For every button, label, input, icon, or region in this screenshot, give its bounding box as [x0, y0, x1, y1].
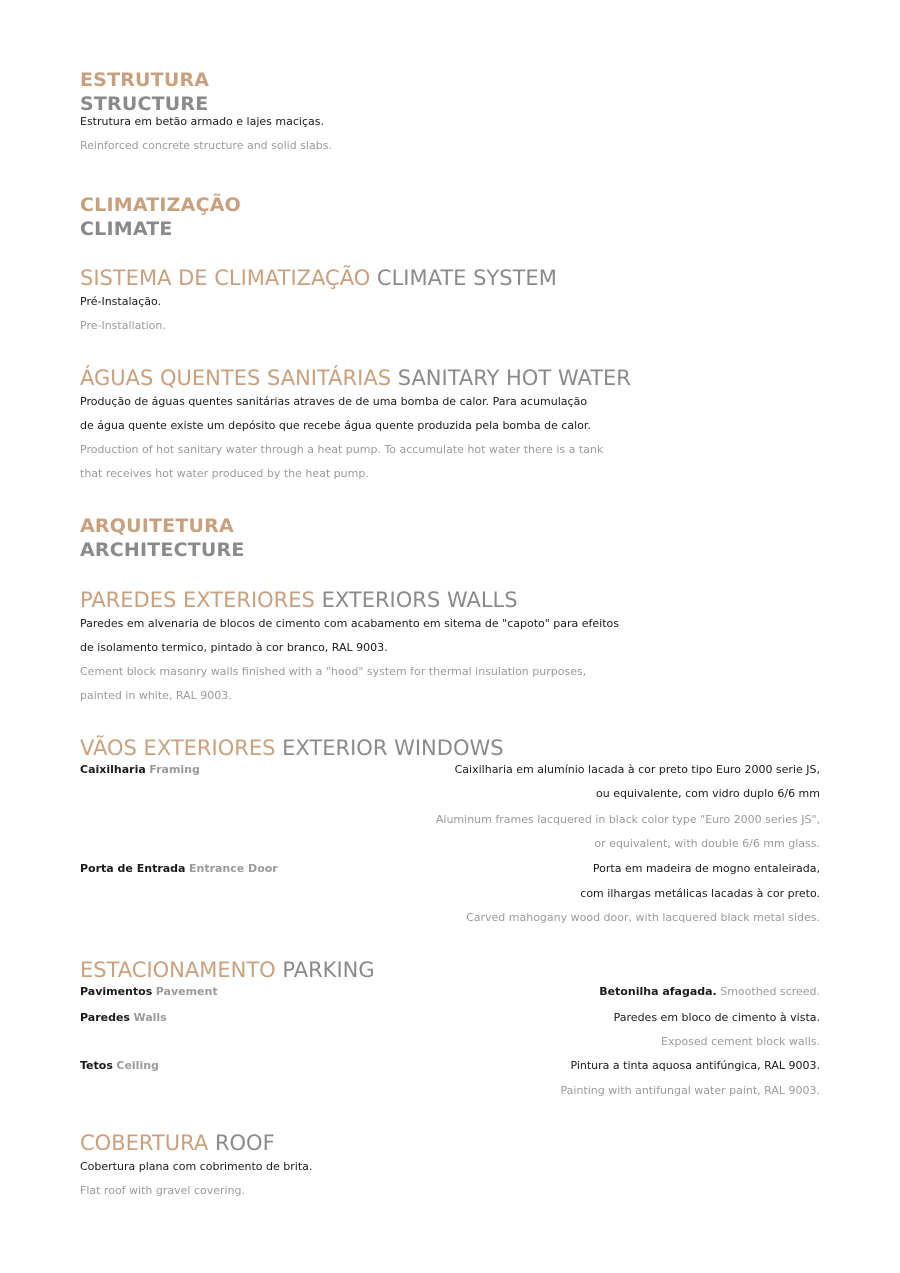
entrance-door-row-2: [80, 882, 820, 906]
walls-text-pt-2: de isolamento termico, pintado à cor branco, RAL 9003.: [80, 641, 388, 654]
pavement-text: Betonilha afagada. Smoothed screed.: [599, 985, 820, 998]
subsection-title: SISTEMA DE CLIMATIZAÇÃO CLIMATE SYSTEM: [80, 266, 557, 290]
parking-walls-row: [80, 1006, 820, 1030]
structure-text-pt: Estrutura em betão armado e lajes maciças.: [80, 115, 324, 128]
section-title-pt: ESTRUTURA: [80, 69, 210, 91]
walls-text-pt-1: Paredes em alvenaria de blocos de cimento com acabamento em sitema de "capoto" para efeitos: [80, 617, 620, 630]
walls-text-en-2: painted in white, RAL 9003.: [80, 689, 232, 702]
exterior-windows-subsection: [80, 736, 820, 760]
climate-system-text-pt: Pré-Instalação.: [80, 295, 162, 308]
framing-text-en-1: Aluminum frames lacquered in black color type "Euro 2000 series JS",: [435, 813, 820, 826]
climate-system-text-en: Pre-Installation.: [80, 319, 166, 332]
hot-water-text-pt-1: Produção de águas quentes sanitárias atraves de de uma bomba de calor. Para acumulação: [80, 395, 588, 408]
entrance-door-row-3: [80, 906, 820, 930]
climate-section: [80, 193, 820, 241]
ceiling-row: [80, 1054, 820, 1078]
ceiling-row-2: [80, 1079, 820, 1103]
framing-text-en-2: or equivalent, with double 6/6 mm glass.: [594, 837, 820, 850]
section-title-en: CLIMATE: [80, 218, 173, 240]
climate-system-subsection: [80, 266, 820, 338]
parking-walls-text-pt: Paredes em bloco de cimento à vista.: [613, 1011, 820, 1024]
door-text-pt-1: Porta em madeira de mogno entaleirada,: [592, 862, 820, 875]
parking-walls-row-2: [80, 1030, 820, 1054]
roof-text-en: Flat roof with gravel covering.: [80, 1184, 246, 1197]
subsection-title: ESTACIONAMENTO PARKING: [80, 958, 375, 982]
subsection-title: PAREDES EXTERIORES EXTERIORS WALLS: [80, 588, 518, 612]
framing-row-3: [80, 808, 820, 832]
hot-water-text-pt-2: de água quente existe um depósito que recebe água quente produzida pela bomba de calor.: [80, 419, 591, 432]
subsection-title: VÃOS EXTERIORES EXTERIOR WINDOWS: [80, 736, 504, 760]
section-title-en: STRUCTURE: [80, 93, 209, 115]
door-text-pt-2: com ilhargas metálicas lacadas à cor preto.: [580, 887, 820, 900]
hot-water-text-en-1: Production of hot sanitary water through a heat pump. To accumulate hot water there is a tank: [80, 443, 604, 456]
parking-walls-label: Paredes Walls: [80, 1011, 167, 1024]
ceiling-label: Tetos Ceiling: [80, 1059, 159, 1072]
structure-text-en: Reinforced concrete structure and solid slabs.: [80, 139, 332, 152]
door-text-en-1: Carved mahogany wood door, with lacquered black metal sides.: [466, 911, 820, 924]
roof-text-pt: Cobertura plana com cobrimento de brita.: [80, 1160, 313, 1173]
framing-text-pt-1: Caixilharia em alumínio lacada à cor preto tipo Euro 2000 serie JS,: [454, 763, 820, 776]
ceiling-text-en: Painting with antifungal water paint, RAL 9003.: [560, 1084, 820, 1097]
architecture-section: [80, 514, 820, 562]
pavement-label: Pavimentos Pavement: [80, 985, 218, 998]
framing-row: [80, 758, 820, 782]
walls-text-en-1: Cement block masonry walls finished with a "hood" system for thermal insulation purposes,: [80, 665, 587, 678]
subsection-title: ÁGUAS QUENTES SANITÁRIAS SANITARY HOT WATER: [80, 366, 631, 390]
roof-subsection: [80, 1131, 820, 1203]
section-title-pt: CLIMATIZAÇÃO: [80, 194, 241, 216]
framing-label: Caixilharia Framing: [80, 763, 200, 776]
entrance-door-label: Porta de Entrada Entrance Door: [80, 862, 278, 875]
pavement-row: [80, 980, 820, 1004]
ceiling-text-pt: Pintura a tinta aquosa antifúngica, RAL 9003.: [570, 1059, 820, 1072]
framing-text-pt-2: ou equivalente, com vidro duplo 6/6 mm: [596, 787, 820, 800]
hot-water-subsection: [80, 366, 820, 486]
exterior-walls-subsection: [80, 588, 820, 708]
section-title-en: ARCHITECTURE: [80, 539, 245, 561]
hot-water-text-en-2: that receives hot water produced by the heat pump.: [80, 467, 369, 480]
section-title-pt: ARQUITETURA: [80, 515, 234, 537]
framing-row-4: [80, 832, 820, 856]
subsection-title: COBERTURA ROOF: [80, 1131, 275, 1155]
structure-section: [80, 68, 820, 158]
entrance-door-row: [80, 857, 820, 881]
parking-walls-text-en: Exposed cement block walls.: [661, 1035, 820, 1048]
parking-subsection: [80, 958, 820, 982]
framing-row-2: [80, 782, 820, 806]
